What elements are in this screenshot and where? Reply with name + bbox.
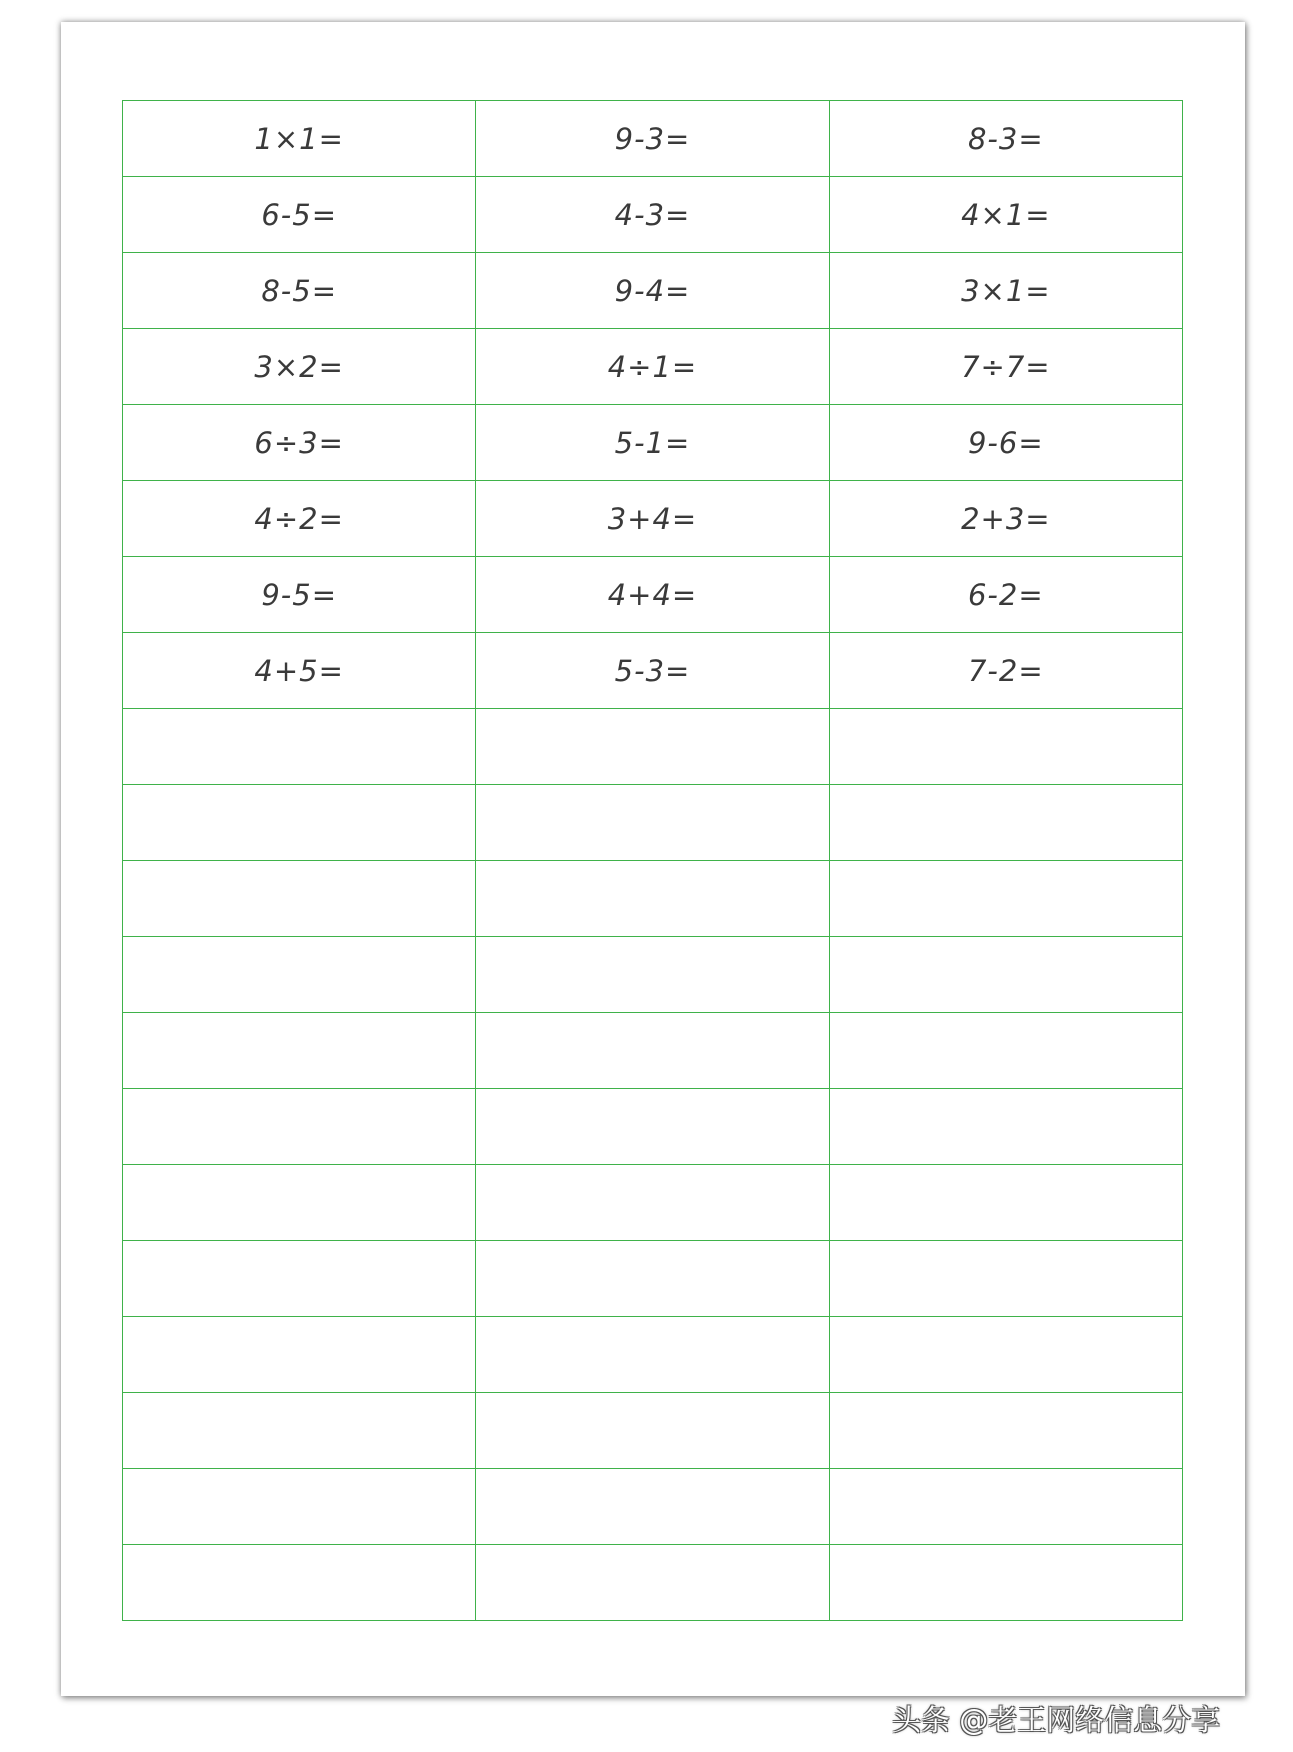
problem-cell: 9-6=: [829, 405, 1182, 481]
problem-cell: [829, 785, 1182, 861]
problem-cell: 4+4=: [476, 557, 829, 633]
problem-cell: [476, 1469, 829, 1545]
table-row: [123, 1165, 1183, 1241]
problem-cell: 9-5=: [123, 557, 476, 633]
problem-cell: 8-5=: [123, 253, 476, 329]
problem-cell: [829, 1317, 1182, 1393]
problem-cell: 7-2=: [829, 633, 1182, 709]
problem-cell: [123, 1545, 476, 1621]
table-row: [123, 937, 1183, 1013]
problem-cell: [829, 1469, 1182, 1545]
table-row: [123, 785, 1183, 861]
problem-cell: 4÷2=: [123, 481, 476, 557]
table-row: [123, 1393, 1183, 1469]
problem-cell: [829, 1013, 1182, 1089]
problem-cell: [476, 1241, 829, 1317]
table-row: [123, 1317, 1183, 1393]
problem-cell: 4+5=: [123, 633, 476, 709]
problem-cell: [829, 709, 1182, 785]
table-row: [123, 633, 1183, 709]
problem-cell: [476, 937, 829, 1013]
arithmetic-grid: [122, 100, 1183, 1621]
problem-cell: [123, 1469, 476, 1545]
table-row: [123, 405, 1183, 481]
problem-cell: [123, 709, 476, 785]
table-row: [123, 329, 1183, 405]
problem-cell: [829, 1089, 1182, 1165]
problem-cell: [476, 785, 829, 861]
table-row: [123, 1089, 1183, 1165]
problem-cell: 8-3=: [829, 101, 1182, 177]
problem-cell: [123, 1089, 476, 1165]
table-row: [123, 1013, 1183, 1089]
problem-cell: [476, 1545, 829, 1621]
table-row: [123, 101, 1183, 177]
problem-cell: 6-5=: [123, 177, 476, 253]
problem-cell: [123, 1241, 476, 1317]
table-row: [123, 481, 1183, 557]
problem-cell: [476, 709, 829, 785]
problem-cell: 3+4=: [476, 481, 829, 557]
problem-cell: [829, 1393, 1182, 1469]
problem-cell: [476, 1393, 829, 1469]
problem-cell: 3×2=: [123, 329, 476, 405]
problem-cell: 4×1=: [829, 177, 1182, 253]
table-row: [123, 557, 1183, 633]
problem-cell: 6-2=: [829, 557, 1182, 633]
problem-cell: [829, 1165, 1182, 1241]
problem-cell: 1×1=: [123, 101, 476, 177]
problem-cell: [476, 1165, 829, 1241]
table-row: [123, 1545, 1183, 1621]
watermark: 头条 @老王网络信息分享: [892, 1703, 1221, 1737]
problem-cell: 7÷7=: [829, 329, 1182, 405]
problem-cell: [476, 1089, 829, 1165]
problem-cell: 3×1=: [829, 253, 1182, 329]
problem-cell: [476, 1013, 829, 1089]
worksheet-page: [61, 22, 1245, 1696]
grid-body: [123, 101, 1183, 1621]
problem-cell: [123, 1317, 476, 1393]
problem-cell: [123, 1393, 476, 1469]
problem-cell: [123, 937, 476, 1013]
problem-cell: [123, 1165, 476, 1241]
problem-cell: 4÷1=: [476, 329, 829, 405]
problem-cell: 2+3=: [829, 481, 1182, 557]
problem-cell: [123, 785, 476, 861]
problem-cell: 5-1=: [476, 405, 829, 481]
table-row: [123, 177, 1183, 253]
problem-cell: [829, 937, 1182, 1013]
problem-cell: [476, 1317, 829, 1393]
problem-cell: [829, 1241, 1182, 1317]
problem-cell: 4-3=: [476, 177, 829, 253]
table-row: [123, 709, 1183, 785]
table-row: [123, 1469, 1183, 1545]
table-row: [123, 253, 1183, 329]
table-row: [123, 1241, 1183, 1317]
table-row: [123, 861, 1183, 937]
problem-cell: [829, 1545, 1182, 1621]
problem-cell: 9-3=: [476, 101, 829, 177]
problem-cell: 9-4=: [476, 253, 829, 329]
problem-cell: 6÷3=: [123, 405, 476, 481]
problem-cell: [829, 861, 1182, 937]
problem-cell: [123, 1013, 476, 1089]
problem-cell: 5-3=: [476, 633, 829, 709]
problem-cell: [476, 861, 829, 937]
problem-cell: [123, 861, 476, 937]
